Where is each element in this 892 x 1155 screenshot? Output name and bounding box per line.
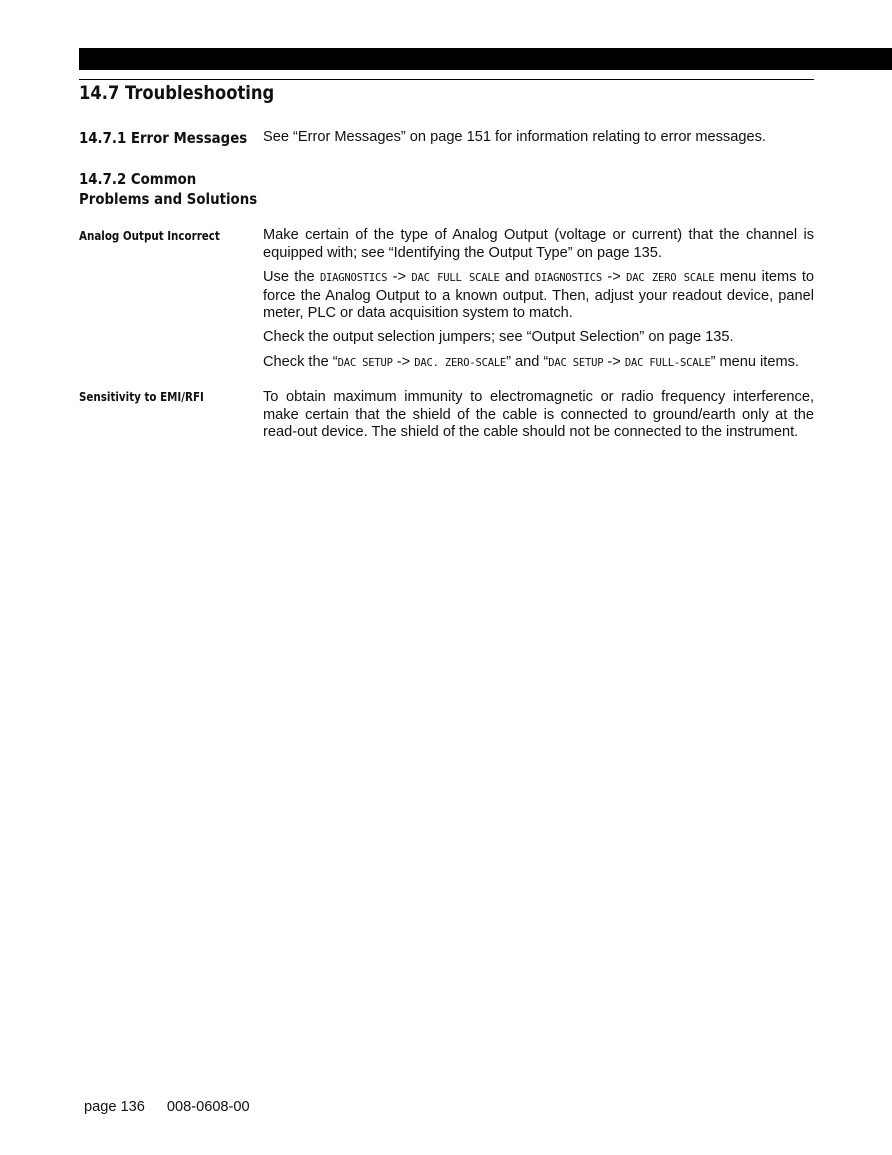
menu-item-dac-setup-2: DAC SETUP (548, 357, 604, 369)
para4-text-3: ” and “ (506, 354, 549, 370)
para2-text-2: -> (387, 269, 412, 285)
header-bar (79, 48, 892, 70)
para4-text-2: -> (392, 354, 415, 370)
emi-rfi-label: Sensitivity to EMI/RFI (79, 390, 204, 404)
menu-item-dac-zero-scale: DAC ZERO SCALE (626, 272, 715, 284)
analog-para-3: Check the output selection jumpers; see “Output Selection” on page 135. (263, 329, 734, 345)
header-rule (79, 79, 814, 80)
para2-text-1: Use the (263, 269, 320, 285)
error-messages-heading: 14.7.1 Error Messages (79, 129, 248, 147)
common-problems-heading (79, 169, 257, 209)
para2-text-3: and (499, 269, 535, 285)
document-number: 008-0608-00 (166, 1099, 250, 1115)
analog-para-2 (263, 269, 814, 323)
page-number: page 136 (84, 1099, 145, 1115)
menu-item-dac-full-scale-setup: DAC FULL-SCALE (624, 357, 711, 369)
emi-rfi-text: To obtain maximum immunity to electromagnetic or radio frequency interference, make certain that the shield of the cable is connected to ground/earth only at the read-out device. The shield of the cable should not be connected to the instrument. (263, 389, 814, 440)
para2-text-4: -> (602, 269, 627, 285)
menu-item-diagnostics: DIAGNOSTICS (319, 272, 388, 284)
page-footer (84, 1099, 272, 1115)
para4-text-5: ” menu items. (710, 354, 799, 370)
analog-para-1: Make certain of the type of Analog Output (voltage or current) that the channel is equipped with; see “Identifying the Output Type” on page 135. (263, 227, 814, 261)
error-messages-text: See “Error Messages” on page 151 for information relating to error messages. (263, 129, 766, 145)
menu-item-dac-zero-scale-setup: DAC. ZERO-SCALE (414, 357, 507, 369)
menu-item-dac-setup: DAC SETUP (337, 357, 393, 369)
common-problems-heading-line2: Problems and Solutions (79, 190, 258, 208)
para4-text-1: Check the “ (263, 354, 338, 370)
section-title: 14.7 Troubleshooting (79, 82, 275, 104)
para2-text-5: menu items to force the Analog Output to a known output. Then, adjust your readout device, panel meter, PLC or data acquisition system to match. (263, 269, 815, 321)
menu-item-dac-full-scale: DAC FULL SCALE (411, 272, 500, 284)
menu-item-diagnostics-2: DIAGNOSTICS (534, 272, 603, 284)
common-problems-heading-line1: 14.7.2 Common (79, 170, 197, 188)
analog-para-4 (263, 354, 814, 373)
para4-text-4: -> (603, 354, 625, 370)
analog-output-label: Analog Output Incorrect (79, 229, 220, 243)
